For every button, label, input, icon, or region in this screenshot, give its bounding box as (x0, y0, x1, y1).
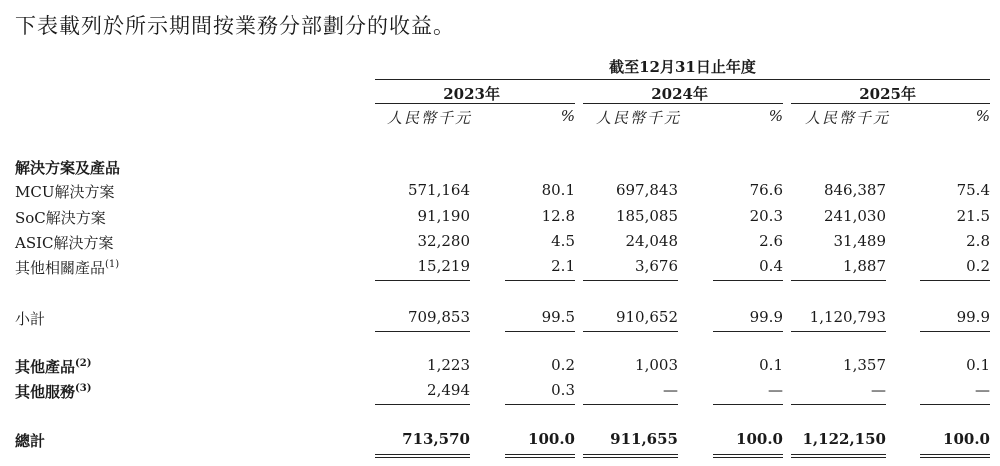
table-cell: 91,190 (417, 207, 470, 225)
table-cell: 21.5 (956, 207, 990, 225)
subtotal-bottom-rule (791, 331, 886, 332)
table-cell: 1,223 (427, 356, 470, 374)
subtotal-rule (713, 280, 783, 281)
year-2025-rule (791, 103, 990, 104)
unit-label-2025: 人民幣千元 (805, 109, 891, 127)
table-cell: 2.8 (966, 232, 990, 250)
total-double-rule (791, 454, 886, 455)
table-cell: 0.2 (966, 257, 990, 275)
table-cell: 0.4 (759, 257, 783, 275)
table-cell: 3,676 (635, 257, 678, 275)
row-label: 小計 (15, 310, 46, 328)
table-cell: 2.1 (551, 257, 575, 275)
table-cell: — (768, 381, 783, 399)
total-double-rule (375, 457, 470, 458)
table-cell: 713,570 (402, 430, 470, 448)
table-cell: 709,853 (407, 308, 470, 326)
total-double-rule (920, 457, 990, 458)
table-cell: 1,357 (843, 356, 886, 374)
table-cell: 4.5 (551, 232, 575, 250)
table-cell: 1,122,150 (802, 430, 886, 448)
subtotal-rule (920, 280, 990, 281)
total-rule (920, 404, 990, 405)
table-cell: 2.6 (759, 232, 783, 250)
table-cell: 0.3 (551, 381, 575, 399)
table-cell: — (975, 381, 990, 399)
total-double-rule (791, 457, 886, 458)
table-cell: 0.2 (551, 356, 575, 374)
table-cell: 99.9 (749, 308, 783, 326)
total-rule (583, 404, 678, 405)
table-cell: 911,655 (610, 430, 678, 448)
table-cell: 0.1 (759, 356, 783, 374)
total-double-rule (505, 454, 575, 455)
period-title: 截至12月31日止年度 (609, 58, 756, 76)
table-cell: 846,387 (823, 181, 886, 199)
table-cell: 1,887 (843, 257, 886, 275)
pct-label-2024: % (768, 107, 783, 125)
table-cell: 75.4 (956, 181, 990, 199)
subtotal-bottom-rule (713, 331, 783, 332)
total-double-rule (505, 457, 575, 458)
period-rule (375, 79, 990, 80)
table-cell: 99.9 (956, 308, 990, 326)
table-cell: 99.5 (541, 308, 575, 326)
table-cell: 2,494 (427, 381, 470, 399)
unit-label-2023: 人民幣千元 (387, 109, 473, 127)
subtotal-rule (583, 280, 678, 281)
total-rule (375, 404, 470, 405)
table-cell: 185,085 (615, 207, 678, 225)
table-cell: 80.1 (541, 181, 575, 199)
table-cell: 571,164 (407, 181, 470, 199)
row-label: 其他相關產品$^{(1)}$ (15, 259, 120, 277)
subtotal-rule (505, 280, 575, 281)
table-cell: 24,048 (625, 232, 678, 250)
table-cell: 1,120,793 (809, 308, 886, 326)
total-rule (505, 404, 575, 405)
table-cell: 32,280 (417, 232, 470, 250)
table-cell: 15,219 (417, 257, 470, 275)
table-cell: 31,489 (833, 232, 886, 250)
subtotal-bottom-rule (505, 331, 575, 332)
total-double-rule (713, 454, 783, 455)
row-label: 其他產品$^{(2)}$ (15, 358, 92, 376)
total-rule (713, 404, 783, 405)
total-double-rule (583, 457, 678, 458)
table-cell: 76.6 (749, 181, 783, 199)
table-cell: 1,003 (635, 356, 678, 374)
year-2024-header: 2024年 (651, 85, 708, 103)
intro-text: 下表載列於所示期間按業務分部劃分的收益。 (15, 14, 455, 38)
year-2023-header: 2023年 (443, 85, 500, 103)
table-cell: 20.3 (749, 207, 783, 225)
row-label: 總計 (15, 432, 46, 450)
table-cell: 100.0 (736, 430, 783, 448)
subtotal-rule (375, 280, 470, 281)
pct-label-2023: % (560, 107, 575, 125)
table-cell: — (663, 381, 678, 399)
unit-label-2024: 人民幣千元 (596, 109, 682, 127)
subtotal-bottom-rule (583, 331, 678, 332)
footnote-marker: (3) (75, 383, 92, 394)
year-2024-rule (583, 103, 783, 104)
row-label: ASIC解決方案 (15, 234, 114, 252)
table-cell: 0.1 (966, 356, 990, 374)
table-cell: 697,843 (615, 181, 678, 199)
table-cell: 12.8 (541, 207, 575, 225)
pct-label-2025: % (975, 107, 990, 125)
row-label: SoC解決方案 (15, 209, 106, 227)
subtotal-bottom-rule (375, 331, 470, 332)
total-double-rule (583, 454, 678, 455)
total-rule (791, 404, 886, 405)
total-double-rule (375, 454, 470, 455)
row-label: MCU解決方案 (15, 183, 115, 201)
table-cell: 100.0 (943, 430, 990, 448)
footnote-marker: (2) (75, 358, 92, 369)
subtotal-bottom-rule (920, 331, 990, 332)
year-2023-rule (375, 103, 575, 104)
subtotal-rule (791, 280, 886, 281)
year-2025-header: 2025年 (859, 85, 916, 103)
table-cell: 100.0 (528, 430, 575, 448)
table-cell: — (871, 381, 886, 399)
total-double-rule (713, 457, 783, 458)
total-double-rule (920, 454, 990, 455)
row-label: 其他服務$^{(3)}$ (15, 383, 92, 401)
footnote-marker: (1) (105, 259, 120, 270)
table-cell: 241,030 (823, 207, 886, 225)
section-heading: 解決方案及產品 (15, 159, 121, 177)
table-cell: 910,652 (615, 308, 678, 326)
